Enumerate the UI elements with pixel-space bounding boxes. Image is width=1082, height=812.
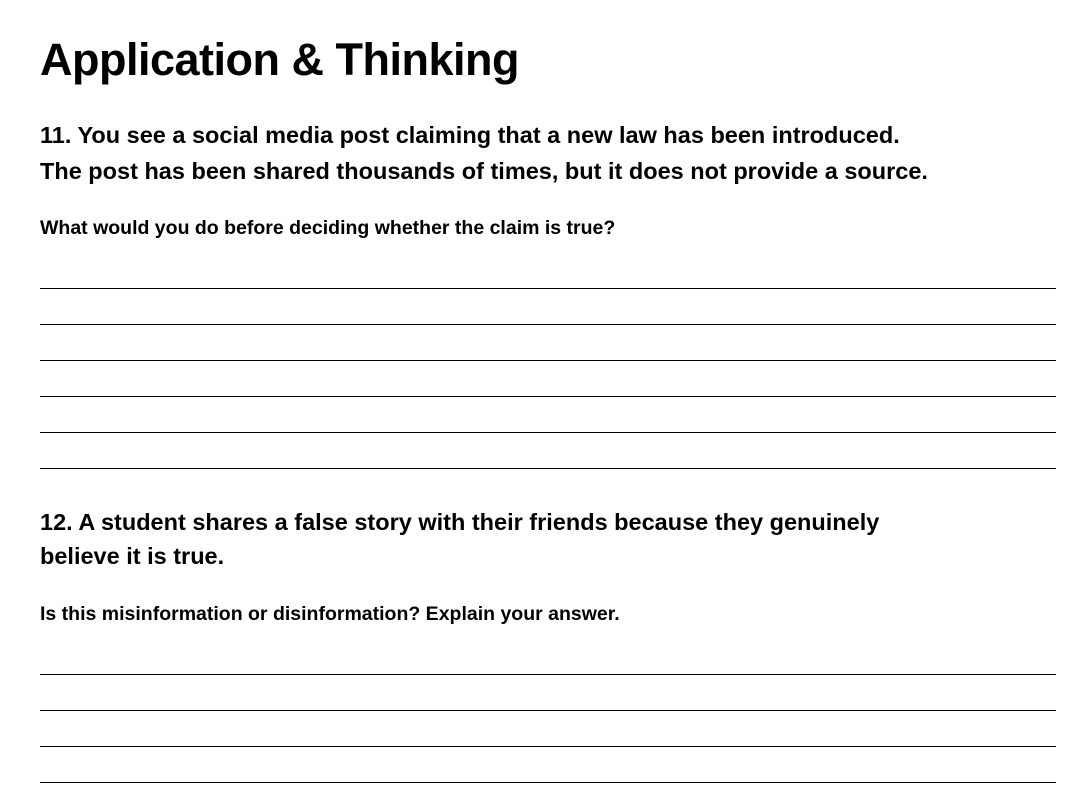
- section-title: Application & Thinking: [40, 34, 519, 85]
- question-12-line-2: believe it is true.: [40, 543, 225, 569]
- answer-line[interactable]: [40, 782, 1056, 783]
- answer-line[interactable]: [40, 396, 1056, 397]
- question-12-prompt: Is this misinformation or disinformation? Explain your answer.: [40, 603, 620, 625]
- answer-line[interactable]: [40, 288, 1056, 289]
- answer-line[interactable]: [40, 324, 1056, 325]
- question-11: [40, 117, 1060, 189]
- question-11-line-1: 11. You see a social media post claiming that a new law has been introduced.: [40, 122, 900, 148]
- question-12-line-1: 12. A student shares a false story with their friends because they genuinely: [40, 509, 880, 535]
- question-11-line-2: The post has been shared thousands of times, but it does not provide a source.: [40, 158, 928, 184]
- answer-line[interactable]: [40, 674, 1056, 675]
- answer-line[interactable]: [40, 432, 1056, 433]
- question-11-prompt: What would you do before deciding whether the claim is true?: [40, 217, 616, 239]
- answer-line[interactable]: [40, 360, 1056, 361]
- answer-line[interactable]: [40, 746, 1056, 747]
- answer-line[interactable]: [40, 710, 1056, 711]
- question-12: [40, 505, 1060, 573]
- answer-line[interactable]: [40, 468, 1056, 469]
